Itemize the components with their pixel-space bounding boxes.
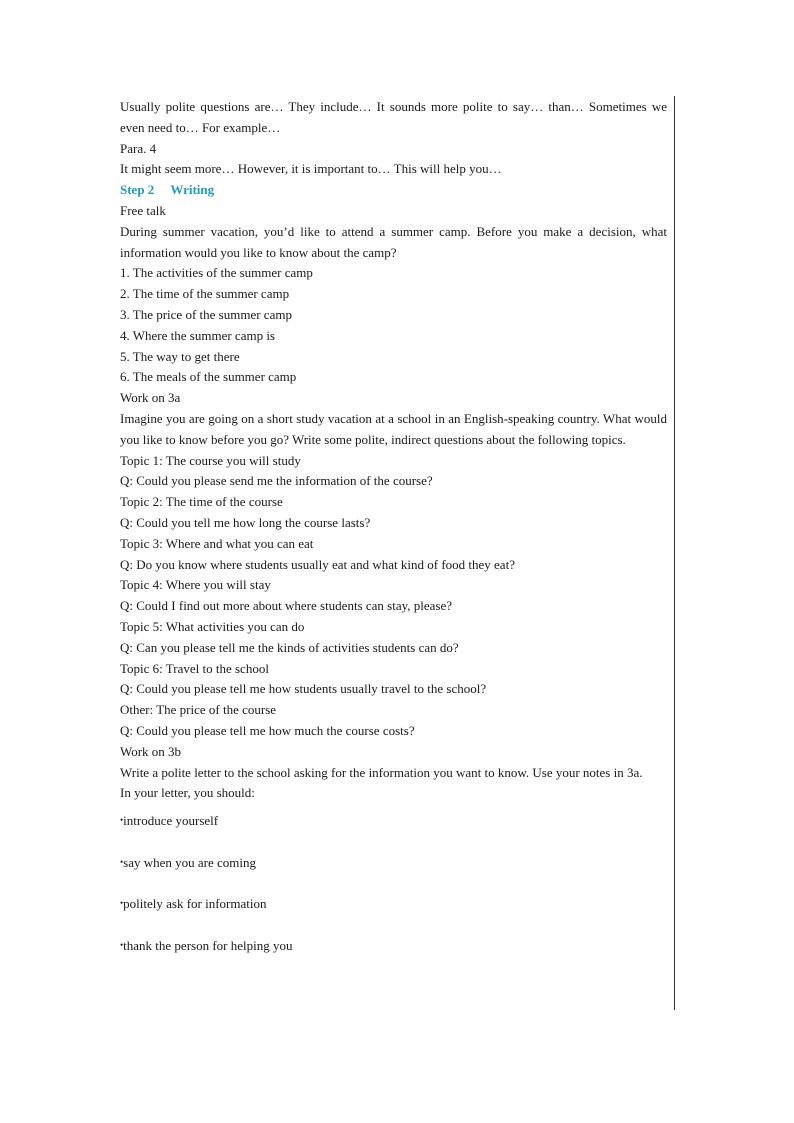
- free-talk-item: 5. The way to get there: [120, 348, 240, 364]
- lesson-content: [120, 97, 667, 976]
- bullet-icon: •: [120, 815, 124, 826]
- work-3a-heading: Work on 3a: [120, 390, 181, 406]
- topic-line: Topic 1: The course you will study: [120, 452, 301, 468]
- question-line: Q: Could I find out more about where students can stay, please?: [120, 598, 453, 614]
- free-talk-item: 2. The time of the summer camp: [120, 286, 290, 302]
- topic-line: Topic 4: Where you will stay: [120, 577, 271, 593]
- topic-line: Topic 5: What activities you can do: [120, 618, 305, 634]
- topic-line: Topic 2: The time of the course: [120, 494, 283, 510]
- free-talk-item: 3. The price of the summer camp: [120, 306, 292, 322]
- para4-label: Para. 4: [120, 140, 157, 156]
- checklist-item: •introduce yourself: [120, 813, 219, 829]
- work-3a-prompt: Imagine you are going on a short study vacation at a school in an English-speaking country. What would you like to know before you go? Write some polite, indirect questions about the following topics.: [120, 410, 667, 447]
- free-talk-item: 6. The meals of the summer camp: [120, 369, 297, 385]
- para4-text: It might seem more… However, it is important to… This will help you…: [120, 161, 502, 177]
- checklist-item: •politely ask for information: [120, 896, 267, 912]
- work-3b-prompt: Write a polite letter to the school asking for the information you want to know. Use your notes in 3a.: [120, 764, 643, 780]
- topic-line: Topic 3: Where and what you can eat: [120, 535, 314, 551]
- free-talk-prompt: During summer vacation, you’d like to attend a summer camp. Before you make a decision, what information would you like to know about the camp?: [120, 223, 667, 260]
- question-line: Q: Can you please tell me the kinds of activities students can do?: [120, 639, 459, 655]
- step2-heading: [120, 180, 667, 201]
- topic-line: Other: The price of the course: [120, 702, 277, 718]
- checklist-item: •say when you are coming: [120, 854, 257, 870]
- work-3b-heading: Work on 3b: [120, 743, 182, 759]
- checklist-item: •thank the person for helping you: [120, 937, 293, 953]
- question-line: Q: Do you know where students usually eat and what kind of food they eat?: [120, 556, 515, 572]
- bullet-icon: •: [120, 939, 124, 950]
- step2-label: Step 2: [120, 182, 155, 198]
- letter-intro: In your letter, you should:: [120, 785, 255, 801]
- free-talk-item: 4. Where the summer camp is: [120, 327, 275, 343]
- question-line: Q: Could you please send me the information of the course?: [120, 473, 433, 489]
- table-right-border: [674, 96, 675, 1010]
- bullet-icon: •: [120, 898, 124, 909]
- topic-line: Topic 6: Travel to the school: [120, 660, 269, 676]
- intro-paragraph: Usually polite questions are… They include… It sounds more polite to say… than… Sometimes we even need to… For example…: [120, 99, 667, 135]
- bullet-icon: •: [120, 856, 124, 867]
- free-talk-item: 1. The activities of the summer camp: [120, 265, 313, 281]
- question-line: Q: Could you please tell me how much the course costs?: [120, 722, 415, 738]
- question-line: Q: Could you tell me how long the course lasts?: [120, 514, 371, 530]
- step2-title: Writing: [170, 182, 215, 198]
- letter-checklist: [120, 810, 667, 976]
- free-talk-heading: Free talk: [120, 202, 166, 218]
- question-line: Q: Could you please tell me how students usually travel to the school?: [120, 681, 487, 697]
